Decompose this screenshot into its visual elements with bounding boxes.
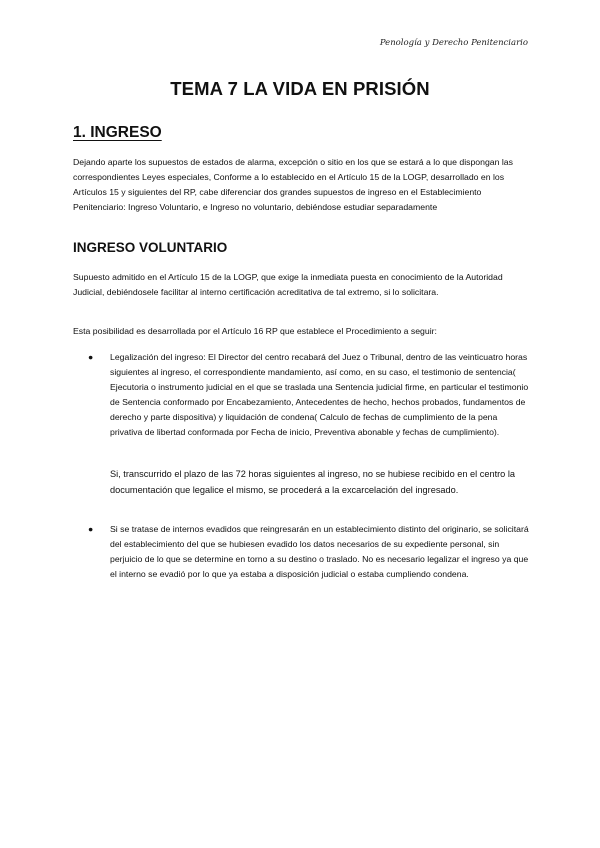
list-item-evadidos: Si se tratase de internos evadidos que reingresarán en un establecimiento distinto del originario, se solicitará del establecimiento del que se hubiesen evadido los datos necesarios de su expediente personal, sin perjuicio de lo que se determine en torno a su destino o traslado. No es necesario legalizar el ingreso ya que el interno se evadió por lo que ya estaba a disposición judicial o estaba cumpliendo condena.: [110, 524, 529, 579]
voluntario-paragraph-2: Esta posibilidad es desarrollada por el Artículo 16 RP que establece el Procedimiento a seguir:: [73, 326, 437, 336]
running-header: Penología y Derecho Penitenciario: [379, 38, 528, 48]
intro-paragraph: Dejando aparte los supuestos de estados de alarma, excepción o sitio en los que se estará a lo que dispongan las correspondientes Leyes especiales, Conforme a lo establecido en el Artículo 15 de la LOGP, desarrollado en los Artículos 15 y siguientes del RP, cabe diferenciar dos grandes supuestos de ingreso en el Establecimiento Penitenciario: Ingreso Voluntario, e Ingreso no voluntario, debiéndose estudiar separadamente: [73, 157, 513, 212]
list-item-followup: Si, transcurrido el plazo de las 72 horas siguientes al ingreso, no se hubiese recibido en el centro la documentación que legalice el mismo, se procederá a la excarcelación del ingresado.: [110, 469, 515, 495]
section-heading-ingreso: 1. INGRESO: [73, 124, 162, 141]
subsection-heading-ingreso-voluntario: INGRESO VOLUNTARIO: [73, 240, 228, 255]
voluntario-paragraph-1: Supuesto admitido en el Artículo 15 de la LOGP, que exige la inmediata puesta en conocimiento de la Autoridad Judicial, debiéndosele facilitar al interno certificación acreditativa de tal extremo, si lo solicitara.: [73, 272, 503, 297]
bullet-icon: ●: [88, 524, 94, 534]
document-title: TEMA 7 LA VIDA EN PRISIÓN: [170, 78, 430, 99]
bullet-icon: ●: [88, 352, 94, 362]
list-item-legalizacion: Legalización del ingreso: El Director del centro recabará del Juez o Tribunal, dentro de las veinticuatro horas siguientes al ingreso, el correspondiente mandamiento, así como, en su caso, el testimonio de sentencia( Ejecutoria o instrumento judicial en el que se traslada una Sentencia judicial firme, en particular el testimonio de Sentencia conformado por Encabezamiento, Antecedentes de hecho, hechos probados, fundamentos de derecho y parte dispositiva) y liquidación de condena( Calculo de fechas de cumplimiento de la pena privativa de libertad conformada por Fecha de inicio, Preventiva abonable y fechas de cumplimiento).: [110, 352, 529, 437]
